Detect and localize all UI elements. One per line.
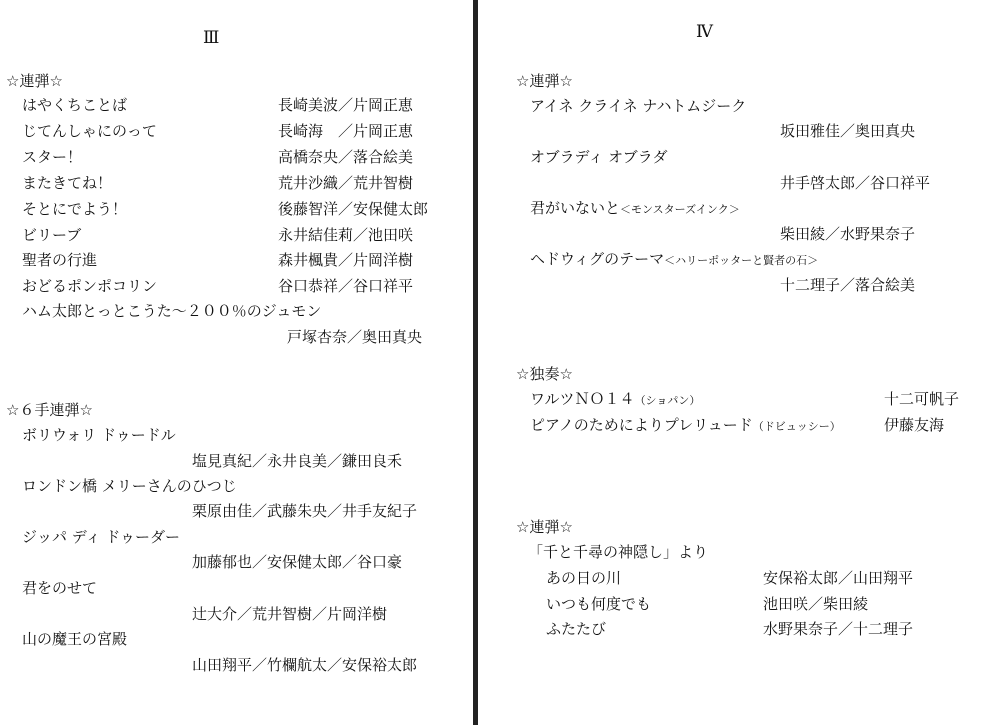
piece-title: スター！ (22, 148, 83, 166)
piece-title: オブラディ オブラダ (530, 148, 668, 166)
performers: 池田咲／柴田綾 (763, 595, 869, 613)
section-heading: ☆独奏☆ (516, 365, 573, 383)
piece-title: ワルツＮＯ１４（ショパン） (530, 390, 701, 408)
piece-title: またきてね！ (22, 174, 113, 192)
piece-title: 君をのせて (22, 579, 98, 597)
performers: 永井結佳莉／池田咲 (278, 226, 414, 244)
piece-title: おどるポンポコリン (22, 277, 158, 295)
piece-title: ヘドウィグのテーマ＜ハリーポッターと賢者の石＞ (530, 250, 819, 268)
performers: 加藤郁也／安保健太郎／谷口豪 (192, 553, 403, 571)
performers: 戸塚杏奈／奥田真央 (287, 328, 423, 346)
performers: 安保裕太郎／山田翔平 (763, 569, 914, 587)
piece-title: じてんしゃにのって (22, 122, 157, 140)
page-number-roman: Ⅳ (696, 22, 713, 42)
piece-title: いつも何度でも (546, 595, 652, 613)
piece-title: ふたたび (546, 620, 607, 638)
performers: 十二理子／落合絵美 (780, 276, 916, 294)
piece-title: アイネ クライネ ナハトムジーク (530, 97, 747, 115)
piece-title: ピアノのためによりプレリュード（ドビュッシー） (530, 416, 841, 434)
performers: 山田翔平／竹欄航太／安保裕太郎 (192, 656, 418, 674)
piece-title: はやくちことば (22, 96, 128, 114)
section-subtitle: 「千と千尋の神隠し」より (528, 543, 709, 561)
piece-title: ロンドン橋 メリーさんのひつじ (22, 477, 237, 495)
performers: 谷口恭祥／谷口祥平 (278, 277, 414, 295)
performers: 森井楓貴／片岡洋樹 (278, 251, 414, 269)
performers: 栗原由佳／武藤朱央／井手友紀子 (192, 502, 418, 520)
performers: 荒井沙織／荒井智樹 (278, 174, 414, 192)
piece-title: そとにでよう！ (22, 200, 128, 218)
performers: 高橋奈央／落合絵美 (278, 148, 414, 166)
piece-title: ジッパ ディ ドゥーダー (22, 528, 180, 546)
piece-title: あの日の川 (546, 569, 622, 587)
piece-title: ボリウォリ ドゥードル (22, 426, 176, 444)
performers: 塩見真紀／永井良美／鎌田良禾 (192, 452, 403, 470)
page-number-roman: Ⅲ (203, 28, 220, 48)
left-page (0, 0, 473, 725)
right-page (480, 0, 997, 725)
piece-title: 聖者の行進 (22, 251, 98, 269)
piece-title: 山の魔王の宮殿 (22, 630, 128, 648)
section-heading: ☆６手連弾☆ (6, 401, 93, 419)
section-heading: ☆連弾☆ (6, 72, 63, 90)
page-divider (473, 0, 478, 725)
performers: 伊藤友海 (884, 416, 945, 434)
performers: 井手啓太郎／谷口祥平 (780, 174, 931, 192)
section-heading: ☆連弾☆ (516, 72, 573, 90)
performers: 長崎海 ／片岡正恵 (278, 122, 414, 140)
performers: 長崎美波／片岡正恵 (278, 96, 414, 114)
performers: 柴田綾／水野果奈子 (780, 225, 916, 243)
piece-title: ハム太郎とっとこうた～２００％のジュモン (22, 302, 322, 320)
performers: 後藤智洋／安保健太郎 (278, 200, 429, 218)
performers: 辻大介／荒井智樹／片岡洋樹 (192, 605, 388, 623)
performers: 坂田雅佳／奥田真央 (780, 122, 916, 140)
performers: 十二可帆子 (884, 390, 960, 408)
performers: 水野果奈子／十二理子 (763, 620, 914, 638)
piece-title: ビリーブ (22, 226, 82, 244)
section-heading: ☆連弾☆ (516, 518, 573, 536)
piece-title: 君がいないと＜モンスターズインク＞ (530, 199, 740, 217)
